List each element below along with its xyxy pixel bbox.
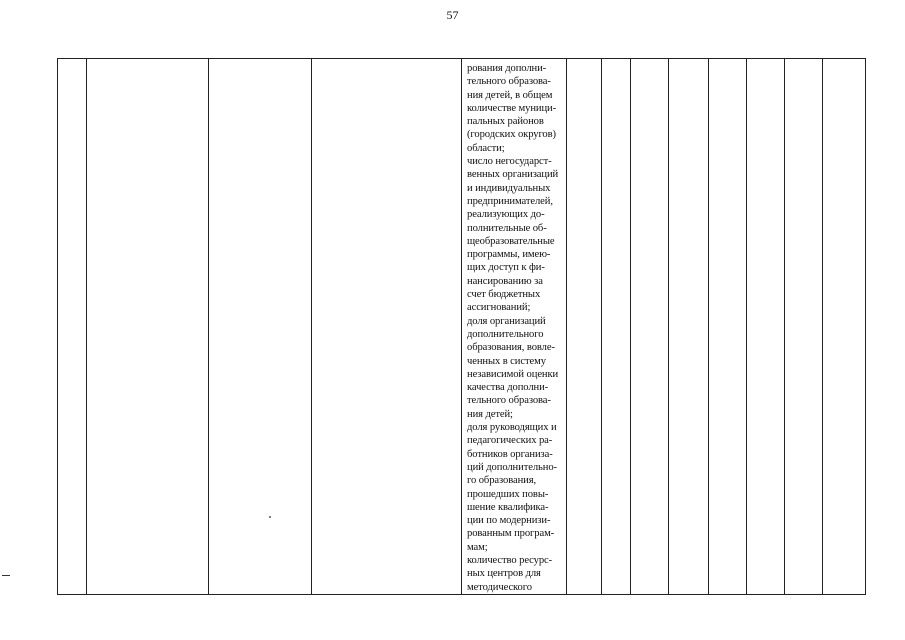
indicator-line: качества дополни- [467,382,549,394]
indicator-line: количестве муници- [467,102,557,114]
table-cell-value [631,59,669,595]
indicator-line: ченных в систему [467,355,546,367]
table-cell-indicators [462,59,567,595]
data-table [57,58,866,595]
indicator-line: ния детей; [467,408,513,420]
page-number: 57 [446,8,459,22]
indicator-line: ции по модернизи- [467,515,551,527]
table-cell-value [785,59,823,595]
indicator-line: рования дополни- [467,63,547,74]
indicator-line: число негосударст- [467,156,552,168]
indicator-line: количество ресурс- [467,554,553,566]
indicator-line: венных организаций [467,169,559,181]
indicator-line: доля организаций [467,315,546,327]
indicator-line: прошедших повы- [467,488,549,500]
indicator-line: шение квалифика- [467,501,549,513]
indicator-text [467,62,563,594]
indicator-line: тельного образова- [467,76,551,88]
table-cell-value [747,59,785,595]
table-row [58,59,866,595]
scan-speck [269,516,271,518]
table-cell-value [567,59,602,595]
indicator-line: ций дополнительно- [467,461,557,473]
indicator-line: нансированию за [467,275,543,287]
indicator-line: реализующих до- [467,209,545,221]
indicator-line: предпринимателей, [467,195,553,207]
indicator-line: щеобразовательные [467,235,555,247]
indicator-line: полнительные об- [467,222,547,234]
indicator-line: тельного образова- [467,395,551,407]
indicator-line: пальных районов [467,116,544,128]
indicator-line: независимой оценки [467,368,559,380]
indicator-line: ассигнований; [467,302,531,314]
margin-mark [2,575,10,576]
indicator-line: дополнительного [467,328,544,340]
indicator-line: педагогических ра- [467,435,553,447]
indicator-line: ных центров для [467,568,541,580]
table-cell-value [602,59,631,595]
indicator-line: мам; [467,541,488,553]
table-cell-value [669,59,709,595]
table-cell-value [709,59,747,595]
table-cell-period [312,59,462,595]
indicator-line: программы, имею- [467,249,551,261]
table-cell-value [823,59,866,595]
indicator-line: счет бюджетных [467,289,541,301]
table-cell-name [87,59,209,595]
indicator-line: методического [467,581,532,593]
indicator-line: (городских округов) [467,129,556,141]
indicator-line: образования, вовле- [467,342,555,354]
indicator-line: области; [467,142,505,154]
indicator-line: доля руководящих и [467,422,557,434]
indicator-line: рованным програм- [467,528,555,540]
table-cell-executor [209,59,312,595]
indicator-line: и индивидуальных [467,182,551,194]
indicator-line: ния детей, в общем [467,89,553,101]
indicator-line: ботников организа- [467,448,553,460]
indicator-line: го образования, [467,475,537,487]
table-cell-number [58,59,87,595]
indicator-line: щих доступ к фи- [467,262,545,274]
